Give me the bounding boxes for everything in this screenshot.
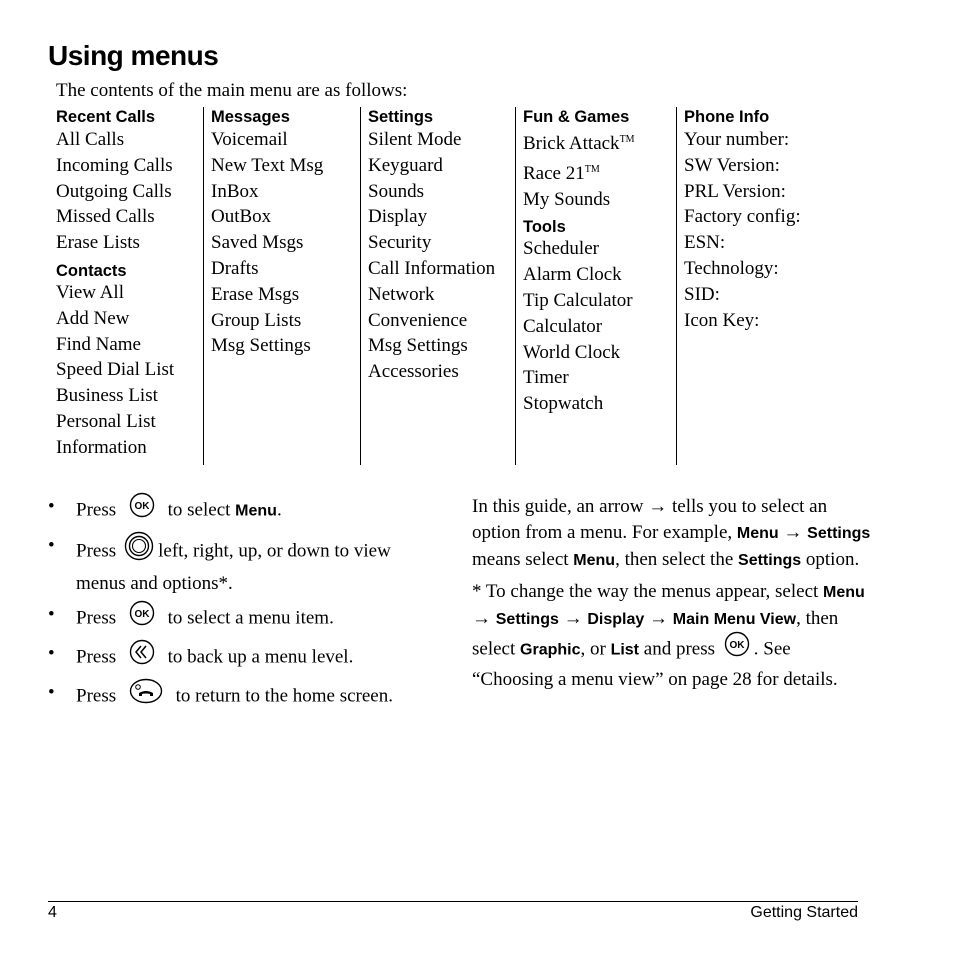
menu-item: World Clock bbox=[523, 341, 621, 363]
menu-item: Msg Settings bbox=[368, 335, 468, 357]
menu-item: Information bbox=[56, 436, 147, 458]
menu-item: Technology: bbox=[684, 257, 779, 279]
menu-item: Find Name bbox=[56, 333, 141, 355]
menu-item: Stopwatch bbox=[523, 393, 604, 415]
menu-header-contacts: Contacts bbox=[56, 261, 127, 280]
menu-item: PRL Version: bbox=[684, 180, 786, 202]
menu-item: Erase Lists bbox=[56, 232, 140, 254]
menu-column-settings bbox=[360, 107, 495, 465]
menu-item: InBox bbox=[211, 180, 259, 202]
arrow-explanation: In this guide, an arrow → tells you to select an option from a menu. For example, Menu → Settings means select Menu, then select the Settings option. bbox=[472, 496, 871, 570]
page-title: Using menus bbox=[48, 40, 219, 71]
menu-header-recent-calls: Recent Calls bbox=[56, 108, 156, 126]
menu-item: Add New bbox=[56, 307, 130, 329]
intro-text: The contents of the main menu are as follows: bbox=[56, 80, 408, 101]
menu-item: View All bbox=[56, 281, 124, 303]
nav-key-icon bbox=[124, 531, 154, 569]
svg-text:OK: OK bbox=[134, 501, 150, 512]
menu-item: Erase Msgs bbox=[211, 283, 300, 305]
menu-item: Brick Attack™ bbox=[523, 133, 635, 154]
menu-item: OutBox bbox=[211, 206, 272, 228]
menu-item: Convenience bbox=[368, 309, 468, 331]
menu-item: My Sounds bbox=[523, 188, 611, 210]
menu-item: Business List bbox=[56, 385, 158, 407]
menu-header-settings: Settings bbox=[368, 108, 434, 126]
ok-key-icon bbox=[129, 600, 155, 634]
menu-column-messages bbox=[203, 107, 323, 465]
menu-item: Security bbox=[368, 232, 432, 254]
ok-key-icon bbox=[129, 492, 155, 526]
menu-item: Calculator bbox=[523, 315, 603, 337]
menu-item: Personal List bbox=[56, 410, 156, 432]
svg-text:OK: OK bbox=[134, 609, 150, 620]
menu-item: Msg Settings bbox=[211, 335, 311, 357]
menu-header-fun-games: Fun & Games bbox=[523, 108, 630, 126]
menu-item: Race 21™ bbox=[523, 162, 600, 184]
menu-header-tools: Tools bbox=[523, 218, 566, 237]
back-key-icon bbox=[129, 639, 155, 673]
ok-key-icon bbox=[724, 631, 750, 665]
menu-item: Voicemail bbox=[211, 129, 288, 150]
trademark-mark: TM bbox=[619, 134, 635, 145]
footer-rule bbox=[48, 901, 858, 902]
menu-item: Tip Calculator bbox=[523, 289, 633, 311]
list-item: • Press OK to select a menu item. bbox=[48, 602, 428, 636]
menu-item: Group Lists bbox=[211, 309, 302, 331]
menu-item: Outgoing Calls bbox=[56, 180, 172, 202]
menu-item: All Calls bbox=[56, 129, 125, 150]
list-item: • Press to back up a menu level. bbox=[48, 641, 428, 675]
menu-column-fun-games bbox=[515, 107, 635, 465]
menu-item: Network bbox=[368, 283, 435, 305]
trademark-mark: TM bbox=[584, 163, 600, 175]
menu-item: Sounds bbox=[368, 180, 424, 202]
menu-item: Keyguard bbox=[368, 154, 443, 176]
menu-column-recent-calls bbox=[56, 107, 174, 461]
section-title: Getting Started bbox=[750, 904, 858, 921]
menu-item: Accessories bbox=[368, 361, 459, 383]
menu-header-messages: Messages bbox=[211, 108, 290, 126]
list-item: • Press OK to select Menu. bbox=[48, 494, 428, 528]
guide-text bbox=[472, 494, 872, 698]
menu-item: Missed Calls bbox=[56, 206, 155, 228]
menu-item: Silent Mode bbox=[368, 129, 462, 150]
menu-item: Icon Key: bbox=[684, 309, 760, 331]
menu-item: SW Version: bbox=[684, 154, 780, 176]
menu-item: ESN: bbox=[684, 232, 726, 254]
menu-item: Alarm Clock bbox=[523, 264, 622, 286]
menu-item: Incoming Calls bbox=[56, 154, 173, 176]
menu-item: Display bbox=[368, 206, 428, 228]
menu-item: Factory config: bbox=[684, 206, 801, 228]
menu-item: New Text Msg bbox=[211, 154, 324, 176]
menu-item: SID: bbox=[684, 283, 720, 305]
menu-item: Scheduler bbox=[523, 238, 599, 260]
menu-view-note: * To change the way the menus appear, select Menu → Settings → Display → Main Menu View, then select Graphic, or List and press OK . See “Choosing a menu view” on page 28 for details. bbox=[472, 581, 865, 690]
menu-item: Drafts bbox=[211, 257, 259, 279]
menu-item: Speed Dial List bbox=[56, 359, 175, 381]
end-call-key-icon bbox=[129, 678, 163, 712]
svg-text:OK: OK bbox=[729, 640, 745, 651]
list-item: • Press to return to the home screen. bbox=[48, 680, 428, 714]
menu-item: Your number: bbox=[684, 129, 790, 150]
menu-item: Saved Msgs bbox=[211, 232, 304, 254]
menu-item: Timer bbox=[523, 367, 569, 389]
menu-item: Call Information bbox=[368, 257, 496, 279]
menu-header-phone-info: Phone Info bbox=[684, 108, 770, 126]
list-item: • Press left, right, up, or down to view menus and options*. bbox=[48, 533, 428, 597]
instruction-list bbox=[48, 494, 428, 719]
menu-column-phone-info bbox=[676, 107, 801, 465]
page-number: 4 bbox=[48, 904, 57, 921]
